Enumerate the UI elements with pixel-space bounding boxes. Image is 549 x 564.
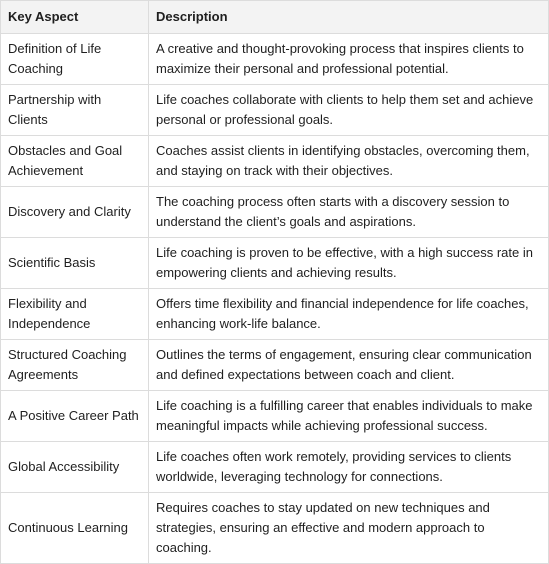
column-header-description: Description (149, 1, 549, 34)
description-cell: Life coaches often work remotely, providing services to clients worldwide, leveraging technology for connections. (149, 442, 549, 493)
description-cell: Life coaching is proven to be effective, with a high success rate in empowering clients and achieving results. (149, 238, 549, 289)
key-aspect-cell: Continuous Learning (1, 493, 149, 564)
table-row (1, 493, 549, 564)
description-cell: Offers time flexibility and financial independence for life coaches, enhancing work-life balance. (149, 289, 549, 340)
key-aspect-cell: Scientific Basis (1, 238, 149, 289)
key-aspect-cell: Global Accessibility (1, 442, 149, 493)
description-cell: Requires coaches to stay updated on new techniques and strategies, ensuring an effective and modern approach to coaching. (149, 493, 549, 564)
description-cell: Outlines the terms of engagement, ensuring clear communication and defined expectations between coach and client. (149, 340, 549, 391)
table-row (1, 238, 549, 289)
key-aspect-cell: Structured Coaching Agreements (1, 340, 149, 391)
table-row (1, 289, 549, 340)
table-row (1, 340, 549, 391)
description-cell: A creative and thought-provoking process that inspires clients to maximize their personal and professional potential. (149, 34, 549, 85)
description-cell: Life coaches collaborate with clients to help them set and achieve personal or professional goals. (149, 85, 549, 136)
table-row (1, 85, 549, 136)
description-cell: Life coaching is a fulfilling career that enables individuals to make meaningful impacts while achieving professional success. (149, 391, 549, 442)
description-cell: The coaching process often starts with a discovery session to understand the client’s goals and aspirations. (149, 187, 549, 238)
table-row (1, 442, 549, 493)
key-aspect-cell: Obstacles and Goal Achievement (1, 136, 149, 187)
key-aspect-cell: Definition of Life Coaching (1, 34, 149, 85)
key-aspect-cell: Discovery and Clarity (1, 187, 149, 238)
table-row (1, 391, 549, 442)
key-aspect-cell: A Positive Career Path (1, 391, 149, 442)
description-cell: Coaches assist clients in identifying obstacles, overcoming them, and staying on track with their objectives. (149, 136, 549, 187)
key-aspect-cell: Flexibility and Independence (1, 289, 149, 340)
table-row (1, 34, 549, 85)
table-header-row (1, 1, 549, 34)
table-row (1, 136, 549, 187)
key-aspect-cell: Partnership with Clients (1, 85, 149, 136)
column-header-key-aspect: Key Aspect (1, 1, 149, 34)
table-row (1, 187, 549, 238)
